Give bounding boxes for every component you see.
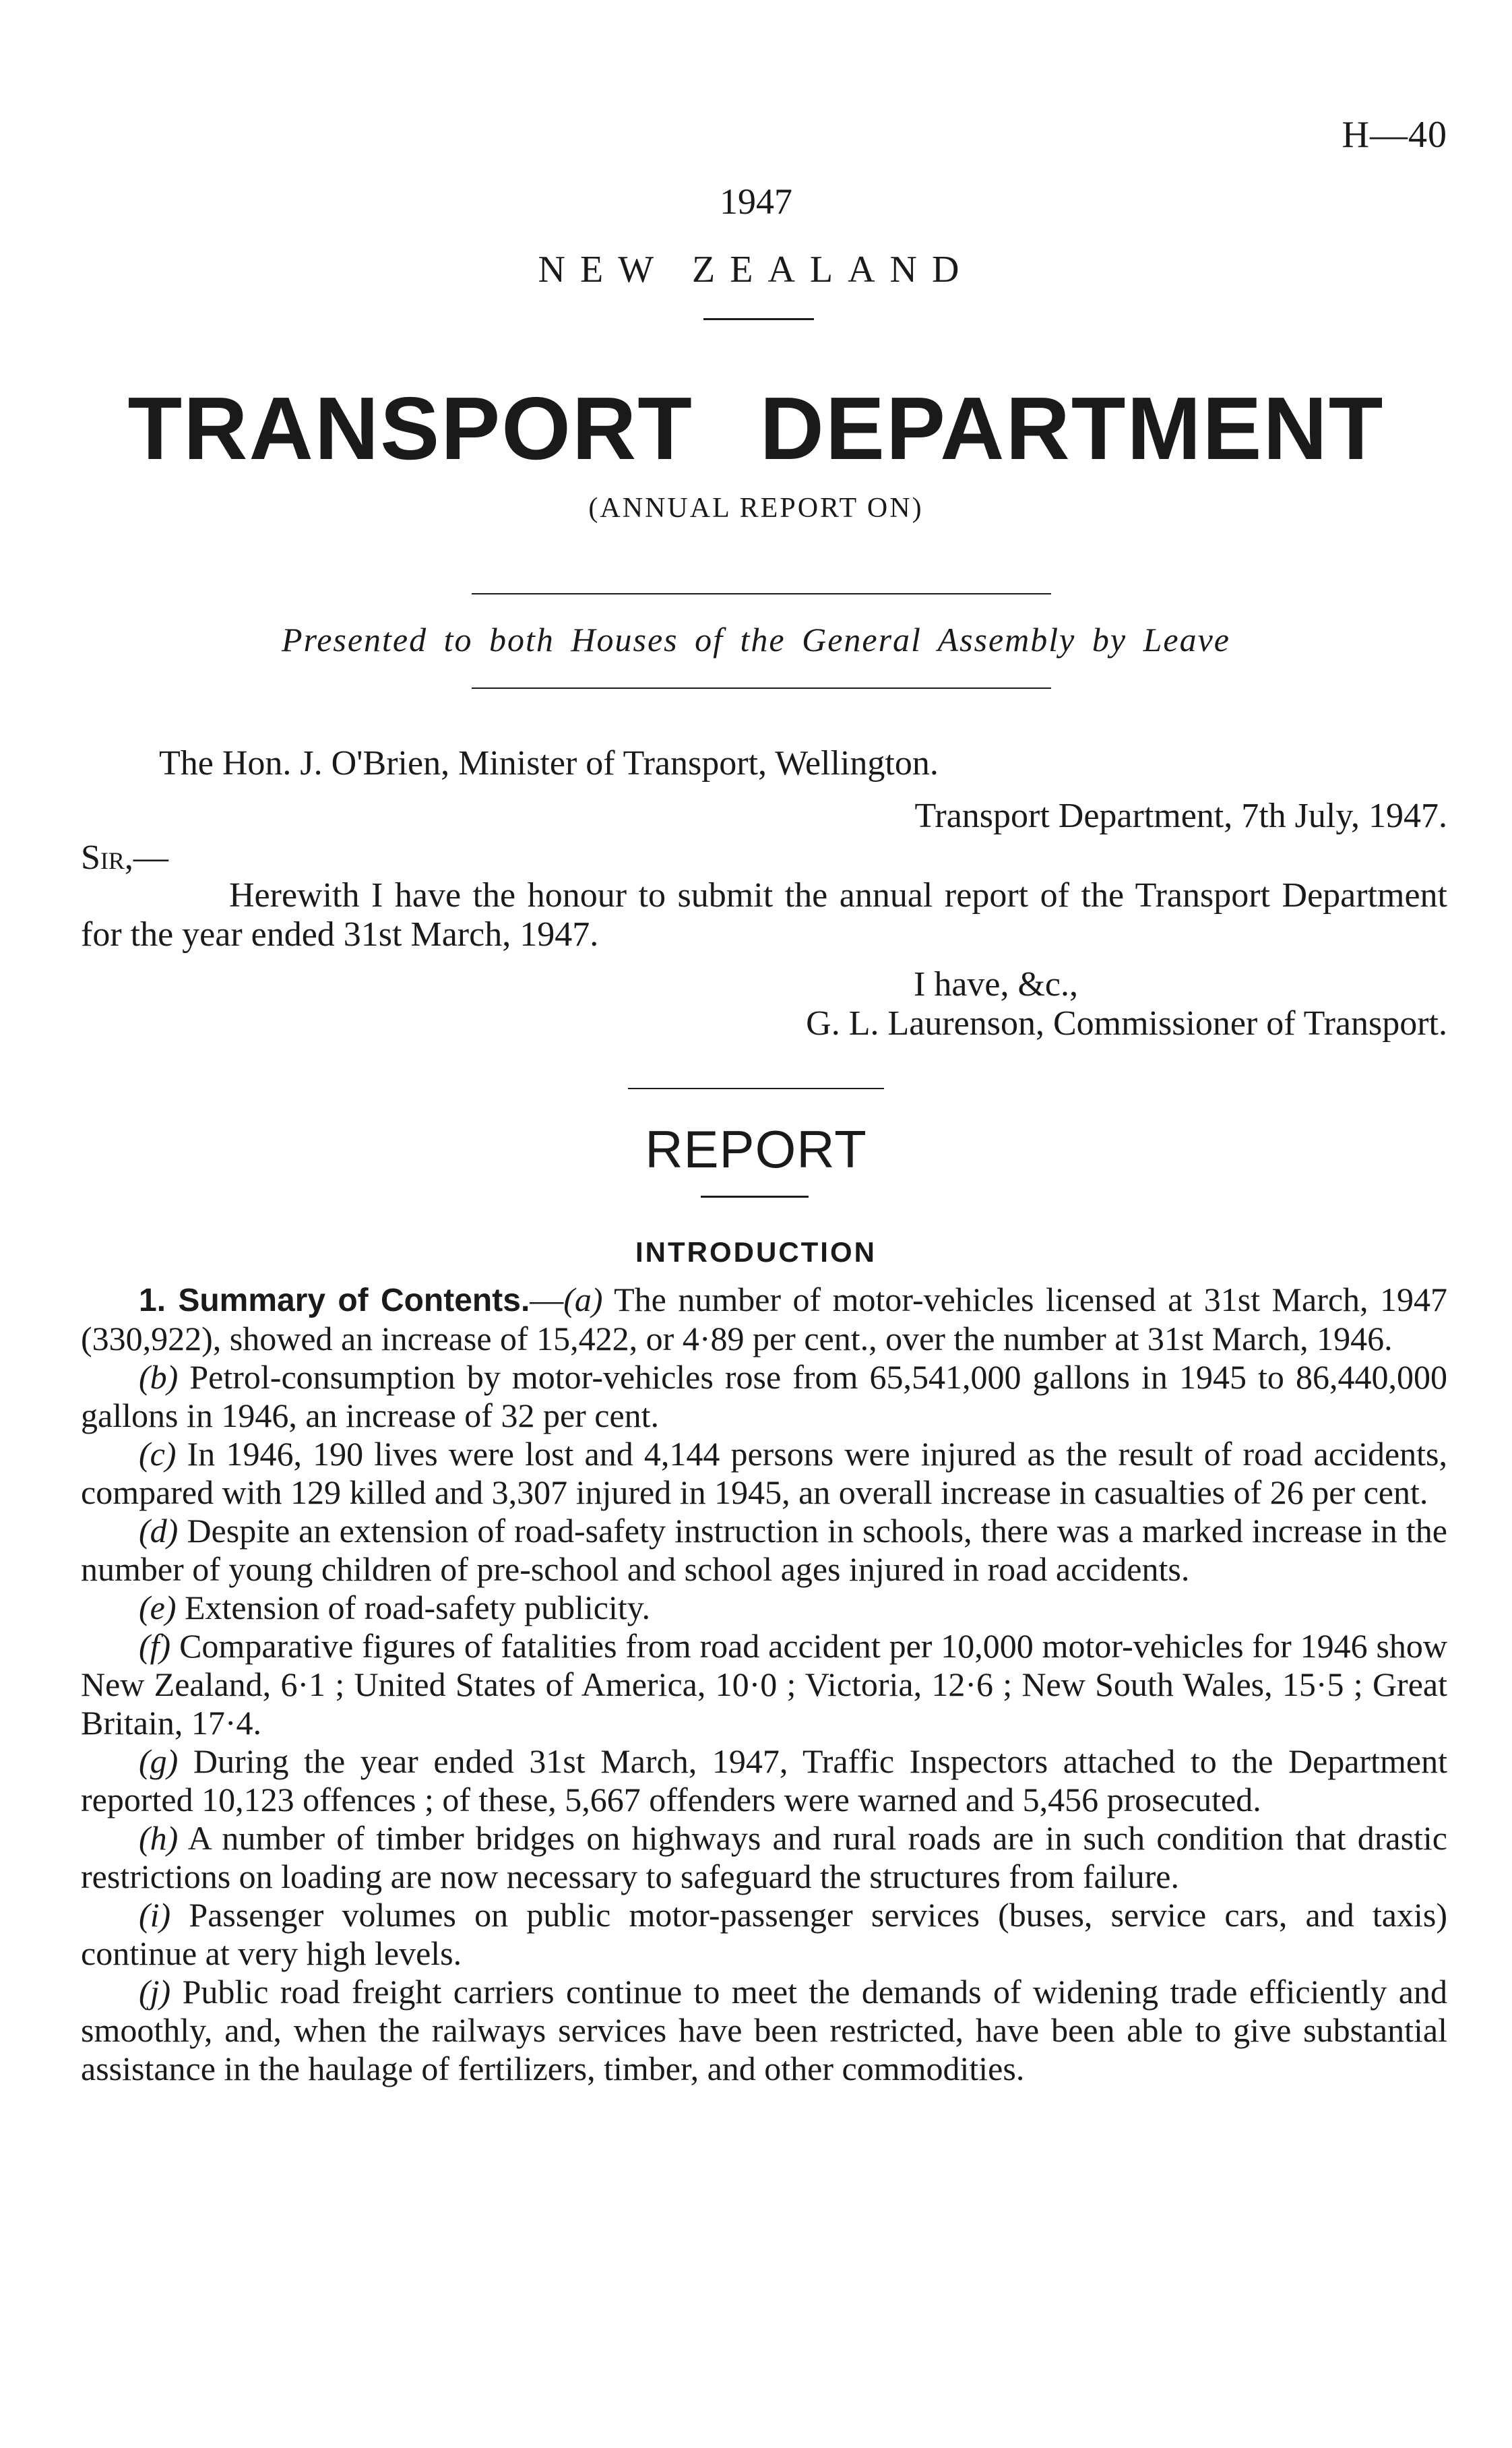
letter-signature: G. L. Laurenson, Commissioner of Transport. — [806, 1004, 1447, 1043]
summary-item-b: (b) Petrol-consumption by motor-vehicles rose from 65,541,000 gallons in 1945 to 86,440,000 gallons in 1946, an increase of 32 per cent. — [81, 1358, 1447, 1434]
letter-closing: I have, &c., — [914, 965, 1079, 1004]
summary-item-f: (f) Comparative figures of fatalities from road accident per 10,000 motor-vehicles for 1946 show New Zealand, 6·1 ; United States of America, 10·0 ; Victoria, 12·6 ; New South Wales, 15·5 ; Great Britain, 17·4. — [81, 1627, 1448, 1742]
summary-item-a: 1. Summary of Contents.—(a) The number of motor-vehicles licensed at 31st March, 1947 (330,922), showed an increase of 15,422, or 4·89 per cent., over the number at 31st March, 1946. — [81, 1281, 1447, 1357]
summary-item-i: (i) Passenger volumes on public motor-passenger services (buses, service cars, and taxis) continue at very high levels. — [81, 1896, 1447, 1972]
divider — [701, 1196, 809, 1198]
summary-heading: 1. Summary of Contents. — [139, 1283, 530, 1318]
divider — [472, 593, 1051, 594]
report-heading: REPORT — [645, 1120, 867, 1179]
letter-salutation: Sir,— — [81, 838, 168, 877]
divider — [703, 318, 814, 320]
letter-addressee: The Hon. J. O'Brien, Minister of Transport, Wellington. — [159, 744, 939, 783]
summary-item-g: (g) During the year ended 31st March, 1947, Traffic Inspectors attached to the Department reported 10,123 offences ; of these, 5,667 offenders were warned and 5,456 prosecuted. — [81, 1742, 1448, 1818]
divider — [472, 687, 1051, 689]
letter-date: Transport Department, 7th July, 1947. — [914, 797, 1447, 835]
summary-item-e: (e) Extension of road-safety publicity. — [139, 1589, 651, 1626]
letter-body-text: Herewith I have the honour to submit the annual report of the Transport Department for the year ended 31st March, 1947. — [81, 876, 1447, 954]
country-name: NEW ZEALAND — [538, 249, 974, 290]
summary-item-d: (d) Despite an extension of road-safety instruction in schools, there was a marked increase in the number of young children of pre-school and school ages injured in road accidents. — [81, 1512, 1448, 1588]
page-number: H—40 — [1342, 114, 1447, 156]
document-subtitle: (ANNUAL REPORT ON) — [588, 493, 924, 524]
letter-body — [81, 876, 1447, 954]
summary-item-h: (h) A number of timber bridges on highways and rural roads are in such condition that drastic restrictions on loading are now necessary to safeguard the structures from failure. — [81, 1819, 1447, 1895]
document-title: TRANSPORT DEPARTMENT — [127, 379, 1385, 478]
summary-item-j: (j) Public road freight carriers continue to meet the demands of widening trade efficiently and smoothly, and, when the railways services have been restricted, have been able to give substantial assistance in the haulage of fertilizers, timber, and other commodities. — [81, 1973, 1447, 2087]
section-heading: INTRODUCTION — [635, 1236, 877, 1268]
presented-line: Presented to both Houses of the General Assembly by Leave — [282, 621, 1230, 659]
summary-item-c: (c) In 1946, 190 lives were lost and 4,144 persons were injured as the result of road accidents, compared with 129 killed and 3,307 injured in 1945, an overall increase in casualties of 26 per cent. — [81, 1435, 1448, 1511]
divider — [628, 1088, 884, 1089]
summary-body — [81, 1281, 1447, 2088]
report-year: 1947 — [720, 181, 792, 222]
